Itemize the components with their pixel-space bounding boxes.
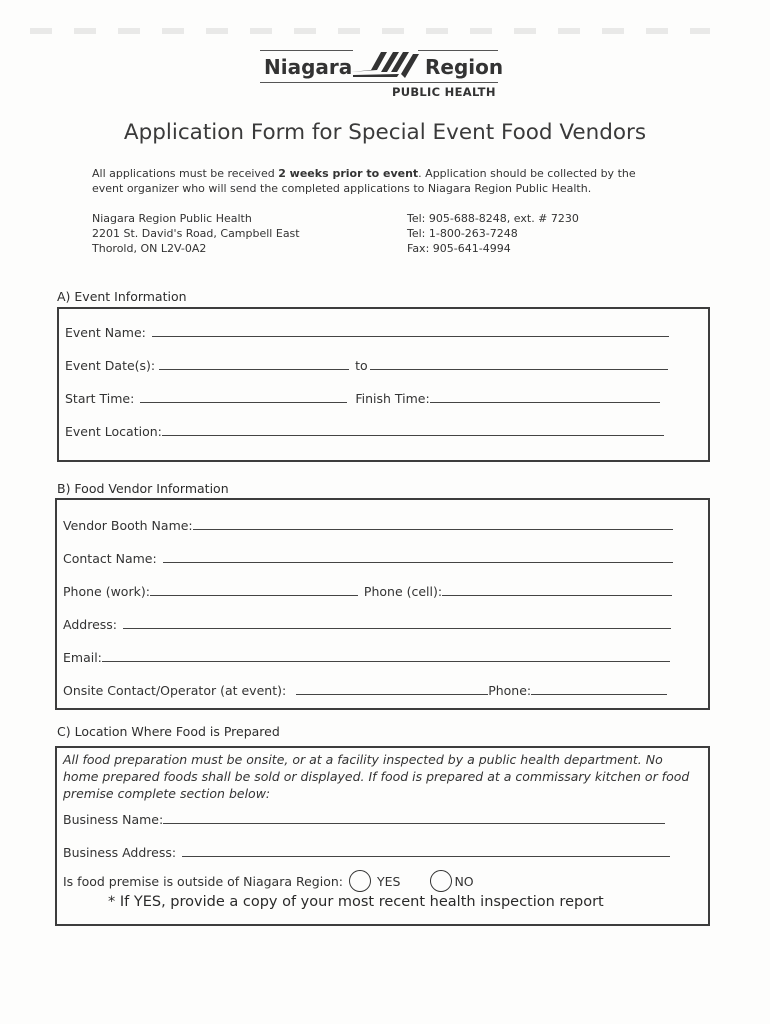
section-c-italic-line3: premise complete section below: (63, 786, 271, 801)
logo-rule (418, 50, 498, 51)
vendor-booth-field[interactable] (193, 528, 673, 530)
section-b-heading: B) Food Vendor Information (57, 481, 229, 496)
vendor-address-field[interactable] (123, 627, 671, 629)
vendor-booth-label: Vendor Booth Name: (63, 518, 193, 533)
event-date-end-field[interactable] (370, 368, 668, 370)
contact-fax: Fax: 905-641-4994 (407, 242, 511, 255)
logo-right-word: Region (425, 55, 504, 79)
event-times-row (65, 391, 660, 406)
event-name-label: Event Name: (65, 325, 146, 340)
event-name-field[interactable] (152, 335, 669, 337)
address-org: Niagara Region Public Health (92, 212, 252, 225)
contact-name-row (63, 551, 673, 566)
onsite-contact-label: Onsite Contact/Operator (at event): (63, 683, 287, 698)
vendor-address-label: Address: (63, 617, 117, 632)
no-label: NO (454, 873, 474, 889)
logo-left-word: Niagara (264, 55, 353, 79)
start-time-label: Start Time: (65, 391, 135, 406)
business-name-label: Business Name: (63, 812, 164, 827)
contact-name-label: Contact Name: (63, 551, 157, 566)
onsite-contact-row (63, 683, 667, 698)
intro-line2: event organizer who will send the completed applications to Niagara Region Public Health. (92, 182, 592, 195)
business-address-row (63, 845, 670, 860)
address-street: 2201 St. David's Road, Campbell East (92, 227, 300, 240)
section-c-instructions (63, 751, 703, 802)
event-location-field[interactable] (162, 434, 664, 436)
contact-block (407, 211, 579, 256)
niagara-region-emblem-icon (351, 50, 421, 80)
event-location-row (65, 424, 664, 439)
business-address-field[interactable] (182, 855, 670, 857)
event-dates-to-label: to (355, 358, 368, 373)
phone-row (63, 584, 672, 599)
intro-line1-bold: 2 weeks prior to event (278, 167, 419, 180)
contact-tel1: Tel: 905-688-8248, ext. # 7230 (407, 212, 579, 225)
vendor-booth-row (63, 518, 673, 533)
section-a-heading: A) Event Information (57, 289, 187, 304)
yes-label: YES (376, 873, 401, 889)
outside-region-question: Is food premise is outside of Niagara Region: (63, 873, 343, 889)
inspection-report-note: * If YES, provide a copy of your most recent health inspection report (108, 894, 604, 910)
section-c-italic-line2: home prepared foods shall be sold or displayed. If food is prepared at a commissary kitchen or food (63, 769, 690, 784)
logo-subtitle: PUBLIC HEALTH (392, 85, 496, 99)
address-block (92, 211, 300, 256)
onsite-phone-field[interactable] (531, 693, 667, 695)
intro-line1-b: . Application should be collected by the (418, 167, 636, 180)
business-name-row (63, 812, 665, 827)
logo-rule (260, 82, 498, 83)
page-title: Application Form for Special Event Food Vendors (123, 120, 647, 145)
phone-cell-label: Phone (cell): (363, 584, 443, 599)
event-dates-label: Event Date(s): (65, 358, 156, 373)
yes-radio[interactable] (349, 870, 371, 892)
onsite-contact-field[interactable] (296, 693, 488, 695)
address-city: Thorold, ON L2V-0A2 (92, 242, 207, 255)
business-address-label: Business Address: (63, 845, 177, 860)
email-row (63, 650, 670, 665)
finish-time-field[interactable] (430, 401, 660, 403)
intro-line1-a: All applications must be received (92, 167, 279, 180)
contact-name-field[interactable] (163, 561, 673, 563)
address-row (63, 617, 671, 632)
no-radio[interactable] (430, 870, 452, 892)
phone-cell-field[interactable] (442, 594, 672, 596)
event-location-label: Event Location: (65, 424, 162, 439)
finish-time-label: Finish Time: (355, 391, 430, 406)
contact-tel2: Tel: 1-800-263-7248 (407, 227, 518, 240)
business-name-field[interactable] (163, 822, 665, 824)
start-time-field[interactable] (140, 401, 347, 403)
phone-work-label: Phone (work): (63, 584, 150, 599)
onsite-phone-label: Phone: (488, 683, 532, 698)
section-c-heading: C) Location Where Food is Prepared (57, 724, 280, 739)
scan-artifact (30, 28, 710, 34)
outside-region-row (63, 870, 474, 892)
email-label: Email: (63, 650, 102, 665)
event-date-start-field[interactable] (159, 368, 349, 370)
phone-work-field[interactable] (150, 594, 358, 596)
intro-text (92, 166, 692, 196)
event-name-row (65, 325, 669, 340)
email-field[interactable] (102, 660, 670, 662)
logo-rule (260, 50, 353, 51)
section-c-italic-line1: All food preparation must be onsite, or at a facility inspected by a public health department. No (63, 752, 663, 767)
event-dates-row (65, 358, 668, 373)
